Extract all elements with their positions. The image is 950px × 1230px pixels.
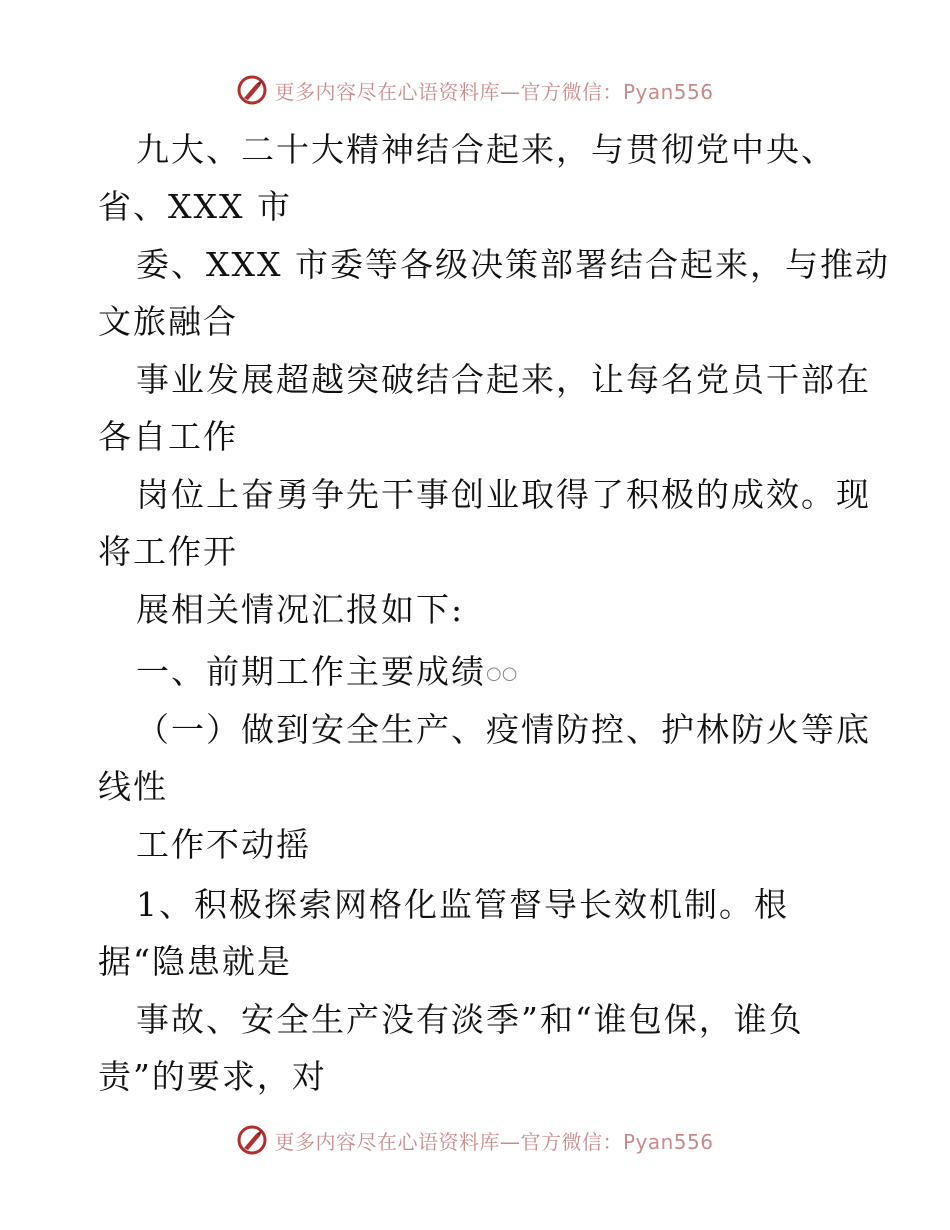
body-line: 责”的要求，对 (98, 1057, 327, 1096)
body-line: 九大、二十大精神结合起来，与贯彻党中央、 (136, 130, 836, 169)
body-line: 工作不动摇 (136, 825, 311, 864)
pen-logo-icon (236, 1124, 268, 1156)
body-line: 事业发展超越突破结合起来，让每名党员干部在 (136, 360, 871, 399)
footer-banner (0, 1120, 950, 1160)
body-line: 省、XXX 市 (98, 187, 292, 226)
body-line: 线性 (98, 767, 168, 806)
body-line: 1、积极探索网格化监管督导长效机制。根 (136, 885, 789, 924)
section-heading (136, 652, 517, 694)
body-line: 委、XXX 市委等各级决策部署结合起来，与推动 (136, 245, 890, 284)
body-line: 文旅融合 (98, 302, 238, 341)
body-line: 各自工作 (98, 417, 238, 456)
pen-logo-icon (236, 74, 268, 106)
body-line: （一）做到安全生产、疫情防控、护林防火等底 (136, 710, 871, 749)
body-line: 将工作开 (98, 532, 238, 571)
body-line: 事故、安全生产没有淡季”和“谁包保，谁负 (136, 1000, 804, 1039)
body-line: 岗位上奋勇争先干事创业取得了积极的成效。现 (136, 475, 871, 514)
footer-banner-text: 更多内容尽在心语资料库—官方微信：Pyan556 (274, 1129, 714, 1154)
section-heading-text: 一、前期工作主要成绩 (136, 652, 486, 691)
header-banner (0, 70, 950, 110)
heading-marker: ○○ (486, 663, 518, 684)
body-line: 据“隐患就是 (98, 942, 292, 981)
header-banner-text: 更多内容尽在心语资料库—官方微信：Pyan556 (274, 79, 714, 104)
body-line: 展相关情况汇报如下: (136, 590, 465, 629)
